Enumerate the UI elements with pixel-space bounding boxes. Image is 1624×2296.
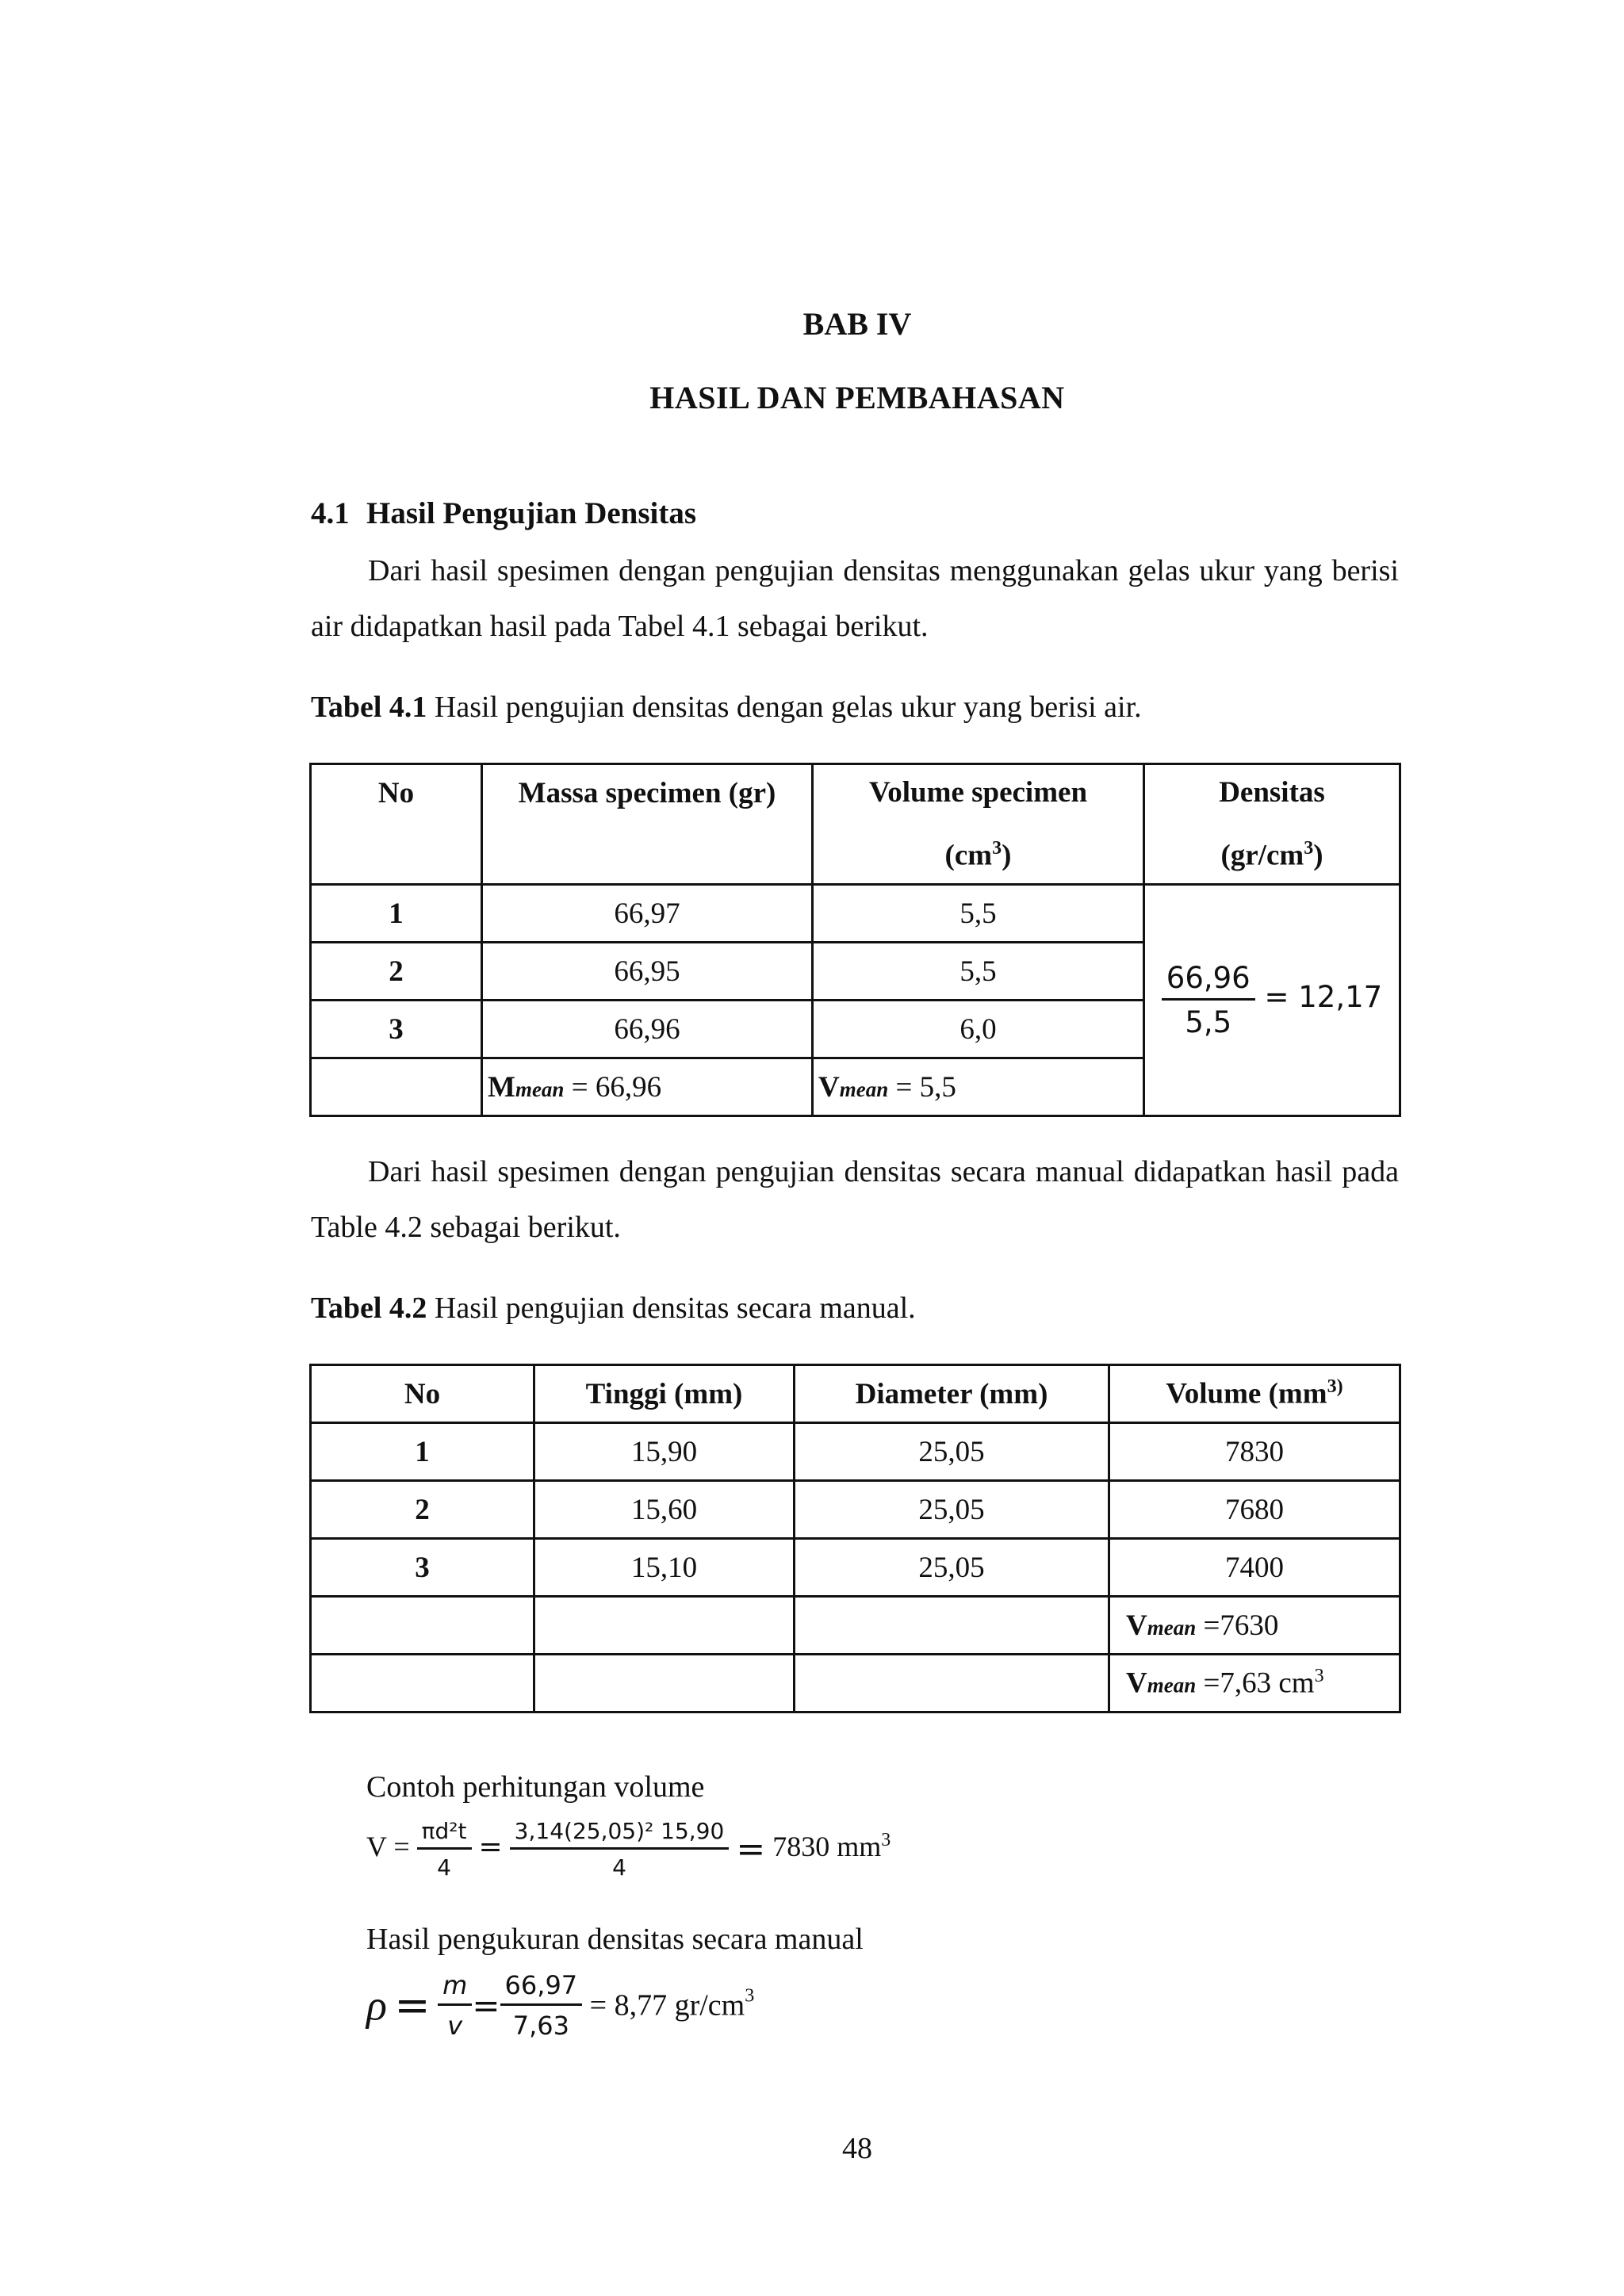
density-formula-result: = 8,77 gr/cm [582,1988,745,2022]
table-1-header-volume-unit: (cm [944,839,993,872]
table-1-header-volume-text: Volume specimen [868,776,1088,809]
table-1-caption [311,690,1142,725]
density-result: = 12,17 [1254,980,1383,1015]
table-2-caption-text: Hasil pengujian densitas secara manual. [427,1292,916,1325]
table-2-cell-no: 1 [311,1423,534,1481]
mass-mean-value: = 66,96 [564,1070,662,1104]
table-1-cell-massa: 66,96 [482,1001,813,1058]
chapter-number: BAB IV [802,306,912,342]
table-2-cell-no: 3 [311,1539,534,1597]
table-2-empty-cell [311,1655,534,1712]
fraction-numerator: 66,97 [500,1970,583,2006]
fraction-numerator: m [438,1970,472,2006]
rho-symbol: ρ [366,1981,387,2030]
volume-mean-subscript: mean [1147,1615,1197,1640]
table-2-cell-diameter: 25,05 [795,1423,1109,1481]
table-2-cell-tinggi: 15,60 [534,1481,795,1539]
density-numerator: 66,96 [1162,961,1255,1001]
table-1-cell-no: 2 [311,943,482,1001]
volume-mean-label: V [1126,1667,1147,1700]
table-2-header-volume: Volume ($mm^{3)}$ [1109,1365,1400,1423]
paragraph-2 [311,1144,1399,1255]
table-2-caption [311,1291,916,1326]
table-row [311,1539,1400,1597]
table-1-mass-mean [482,1058,813,1116]
table-2-empty-cell [534,1655,795,1712]
density-title: Hasil pengukuran densitas secara manual [366,1923,864,1956]
volume-formula: V = $\frac{\text{πd²t}}{4}$ = $\frac{\text{3,14(25,05)² 15,90}}{4}$ = 7830 $mm^3$ [366,1818,891,1881]
table-2-caption-label: Tabel 4.2 [311,1292,427,1325]
volume-mean-subscript: mean [839,1077,889,1101]
section-number: 4.1 [311,496,350,530]
volume-formula-fraction-1 [417,1818,472,1881]
fraction-denominator: 7,63 [512,2011,569,2041]
table-1 [309,763,1401,1117]
page-number: 48 [842,2132,872,2165]
density-denominator: 5,5 [1185,1005,1232,1040]
table-1-caption-text: Hasil pengujian densitas dengan gelas ukur yang berisi air. [427,691,1142,724]
chapter-title: HASIL DAN PEMBAHASAN [649,380,1065,415]
table-1-caption-label: Tabel 4.1 [311,691,427,724]
table-2 [309,1364,1401,1713]
example-title: Contoh perhitungan volume [366,1770,705,1804]
table-2-cell-tinggi: 15,90 [534,1423,795,1481]
volume-mean-label: V [818,1070,840,1104]
table-2-mean-row-cm [311,1655,1400,1712]
table-1-header-volume: Volume specimen $(cm^3)$ [813,764,1144,885]
table-2-header-volume-text: Volume (mm [1166,1377,1327,1410]
table-1-empty-cell [311,1058,482,1116]
table-1-header-densitas: Densitas $(gr/cm^3)$ [1144,764,1400,885]
table-2-header-no: No [311,1365,534,1423]
table-1-cell-massa: 66,95 [482,943,813,1001]
table-2-empty-cell [795,1655,1109,1712]
fraction-numerator: πd²t [417,1818,472,1850]
mass-mean-subscript: mean [515,1077,565,1101]
table-1-volume-mean [813,1058,1144,1116]
table-2-cell-volume: 7680 [1109,1481,1400,1539]
equals-sign: = [478,1830,503,1863]
table-2-volume-mean-mm [1109,1597,1400,1655]
fraction-denominator: v [447,2011,463,2041]
density-fraction [1162,961,1255,1039]
equals-sign: = [472,1986,500,2025]
table-2-cell-no: 2 [311,1481,534,1539]
volume-mean-value: =7,63 cm [1196,1667,1315,1700]
equals-sign: = [394,1980,431,2030]
volume-mean-subscript: mean [1147,1673,1197,1697]
table-2-header-row [311,1365,1400,1423]
table-2-header-tinggi: Tinggi (mm) [534,1365,795,1423]
table-1-cell-massa: 66,97 [482,885,813,943]
table-2-volume-mean-cm: Vmean =7,63 $cm^3$ [1109,1655,1400,1712]
table-2-cell-volume: 7400 [1109,1539,1400,1597]
volume-mean-value: =7630 [1196,1609,1279,1642]
table-1-cell-no: 3 [311,1001,482,1058]
table-2-cell-diameter: 25,05 [795,1481,1109,1539]
table-2-empty-cell [311,1597,534,1655]
paragraph-2-text: Dari hasil spesimen dengan pengujian densitas secara manual didapatkan hasil pada Table 4.2 sebagai berikut. [311,1155,1399,1244]
volume-mean-value: = 5,5 [888,1070,956,1104]
table-row [311,1423,1400,1481]
table-2-cell-tinggi: 15,10 [534,1539,795,1597]
table-2-header-diameter: Diameter (mm) [795,1365,1109,1423]
paragraph-1 [311,543,1399,654]
equals-sign: = [736,1829,766,1869]
table-1-cell-no: 1 [311,885,482,943]
table-row [311,885,1400,943]
fraction-denominator: 4 [612,1854,626,1881]
table-2-empty-cell [795,1597,1109,1655]
table-2-cell-volume: 7830 [1109,1423,1400,1481]
mass-mean-label: M [488,1070,515,1104]
paragraph-1-text: Dari hasil spesimen dengan pengujian densitas menggunakan gelas ukur yang berisi air didapatkan hasil pada Tabel 4.1 sebagai berikut. [311,554,1399,643]
section-title: Hasil Pengujian Densitas [366,496,697,530]
density-formula-fraction-2 [500,1970,583,2041]
fraction-numerator: 3,14(25,05)² 15,90 [510,1818,730,1850]
table-1-header-row [311,764,1400,885]
volume-formula-fraction-2 [510,1818,730,1881]
table-1-header-massa: Massa specimen (gr) [482,764,813,885]
table-1-density-cell [1144,885,1400,1116]
fraction-denominator: 4 [437,1854,451,1881]
table-1-header-densitas-unit: (gr/cm [1220,839,1304,872]
table-1-cell-volume: 5,5 [813,885,1144,943]
volume-mean-label: V [1126,1609,1147,1642]
volume-formula-lhs: V = [366,1830,410,1862]
table-1-header-no: No [311,764,482,885]
table-2-cell-diameter: 25,05 [795,1539,1109,1597]
table-2-empty-cell [534,1597,795,1655]
density-formula-fraction-1 [438,1970,472,2041]
volume-formula-result: 7830 mm [765,1830,882,1862]
table-1-cell-volume: 6,0 [813,1001,1144,1058]
table-2-mean-row [311,1597,1400,1655]
density-formula: ρ = $\frac{m}{v}$ = $\frac{66,97}{7,63}$ = 8,77 $gr/cm^3$ [366,1970,755,2041]
table-1-header-densitas-text: Densitas [1219,776,1325,809]
table-row [311,1481,1400,1539]
table-1-cell-volume: 5,5 [813,943,1144,1001]
section-heading [311,496,696,531]
